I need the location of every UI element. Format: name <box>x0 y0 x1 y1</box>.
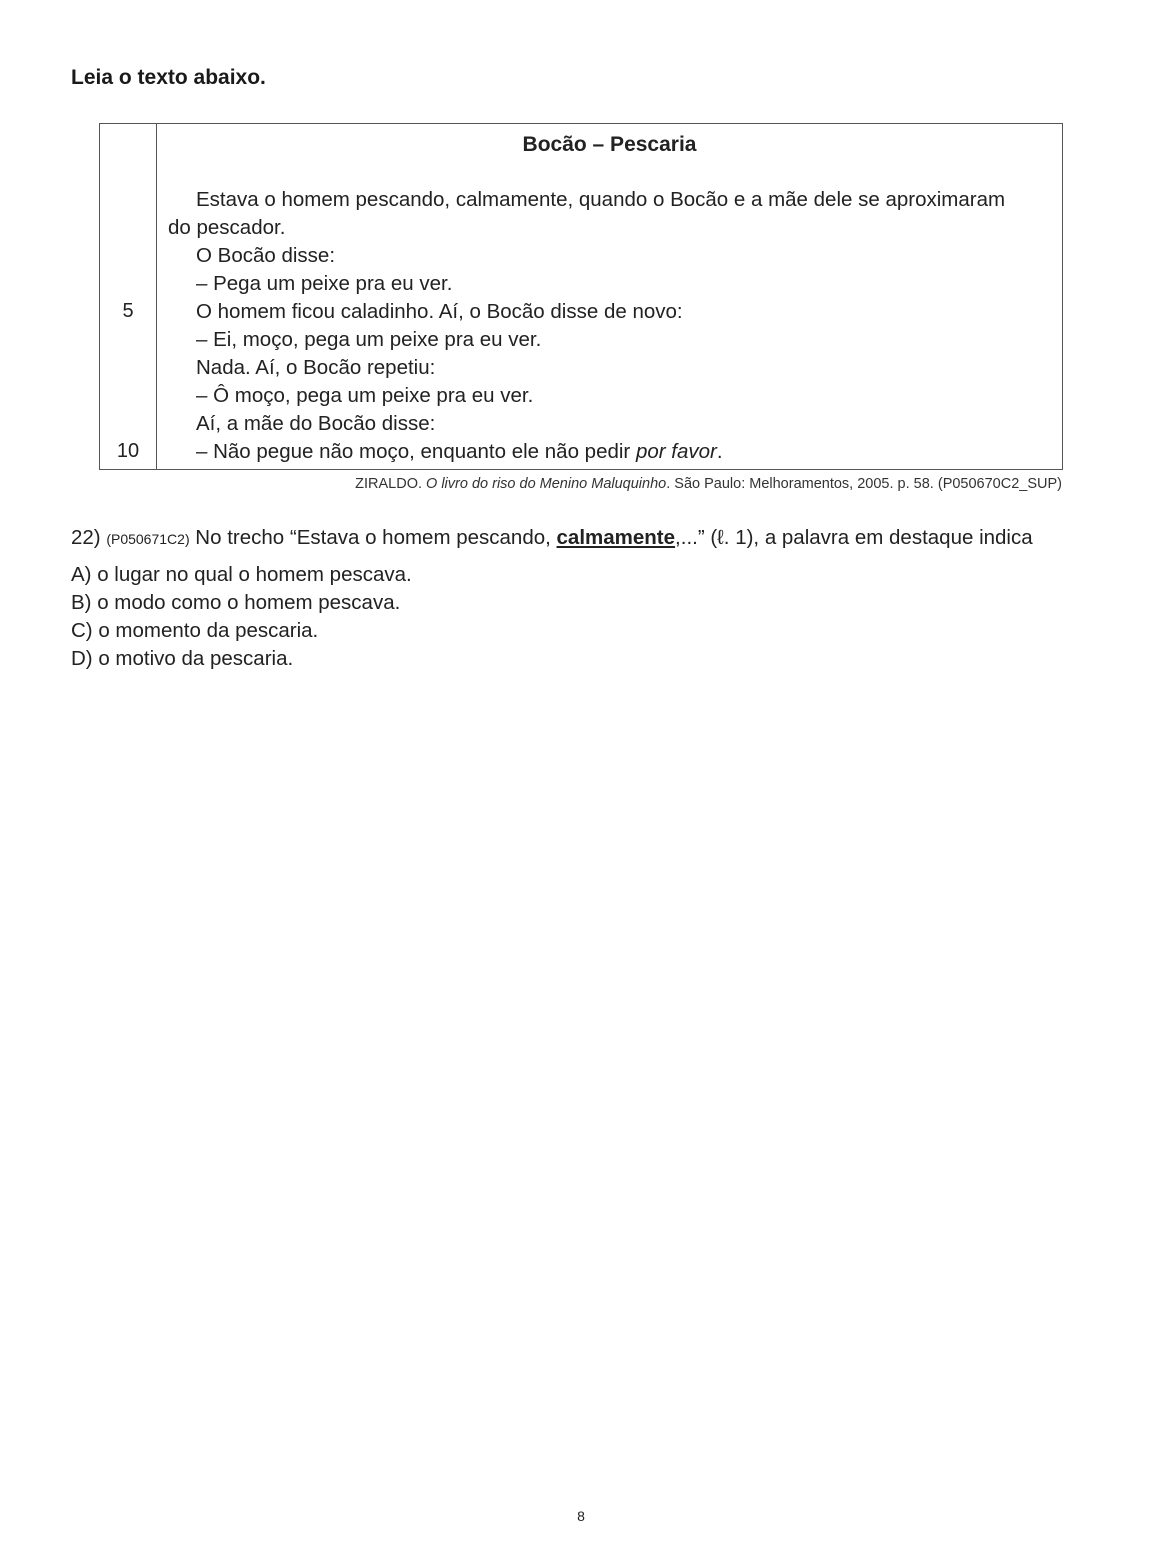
question-number: 22) <box>71 526 107 549</box>
story-line: Aí, a mãe do Bocão disse: <box>196 412 436 435</box>
story-line: – Ô moço, pega um peixe pra eu ver. <box>196 384 534 407</box>
question-code: (P050671C2) <box>106 531 190 547</box>
citation-rest: . São Paulo: Melhoramentos, 2005. p. 58. (P050670C2_SUP) <box>666 476 1062 492</box>
option-c[interactable]: C) o momento da pescaria. <box>71 619 319 642</box>
story-line: Nada. Aí, o Bocão repetiu: <box>196 356 436 379</box>
reading-text-box <box>99 123 1063 470</box>
story-line-italic: por favor <box>635 440 717 463</box>
story-line-last <box>168 438 1056 466</box>
story-line: O homem ficou caladinho. Aí, o Bocão disse de novo: <box>196 300 683 323</box>
story-line: Estava o homem pescando, calmamente, quando o Bocão e a mãe dele se aproximaram <box>196 188 1006 211</box>
source-citation <box>355 476 1062 492</box>
question-keyword: calmamente <box>556 526 676 549</box>
instruction-heading: Leia o texto abaixo. <box>71 66 266 89</box>
question-22 <box>71 526 1033 550</box>
line-number-5: 5 <box>122 300 134 322</box>
story-line: – Ei, moço, pega um peixe pra eu ver. <box>196 328 542 351</box>
story-line: do pescador. <box>168 216 286 239</box>
page-number: 8 <box>577 1508 585 1524</box>
option-a[interactable]: A) o lugar no qual o homem pescava. <box>71 563 412 586</box>
story-title: Bocão – Pescaria <box>522 133 697 156</box>
option-d[interactable]: D) o motivo da pescaria. <box>71 647 294 670</box>
line-number-10: 10 <box>116 440 140 462</box>
question-text-before: No trecho “Estava o homem pescando, <box>189 526 557 549</box>
citation-book: O livro do riso do Menino Maluquinho <box>426 476 667 492</box>
story-body <box>168 186 1056 466</box>
story-line-end: . <box>716 440 723 463</box>
citation-author: ZIRALDO. <box>355 476 427 492</box>
story-line: – Pega um peixe pra eu ver. <box>196 272 453 295</box>
answer-options <box>71 561 412 673</box>
story-text-column <box>157 124 1062 469</box>
story-line: O Bocão disse: <box>196 244 336 267</box>
question-text-after: ,...” (ℓ. 1), a palavra em destaque indica <box>675 526 1033 549</box>
option-b[interactable]: B) o modo como o homem pescava. <box>71 591 401 614</box>
story-line-last-text: – Não pegue não moço, enquanto ele não pedir <box>196 440 636 463</box>
line-number-column <box>100 124 157 469</box>
